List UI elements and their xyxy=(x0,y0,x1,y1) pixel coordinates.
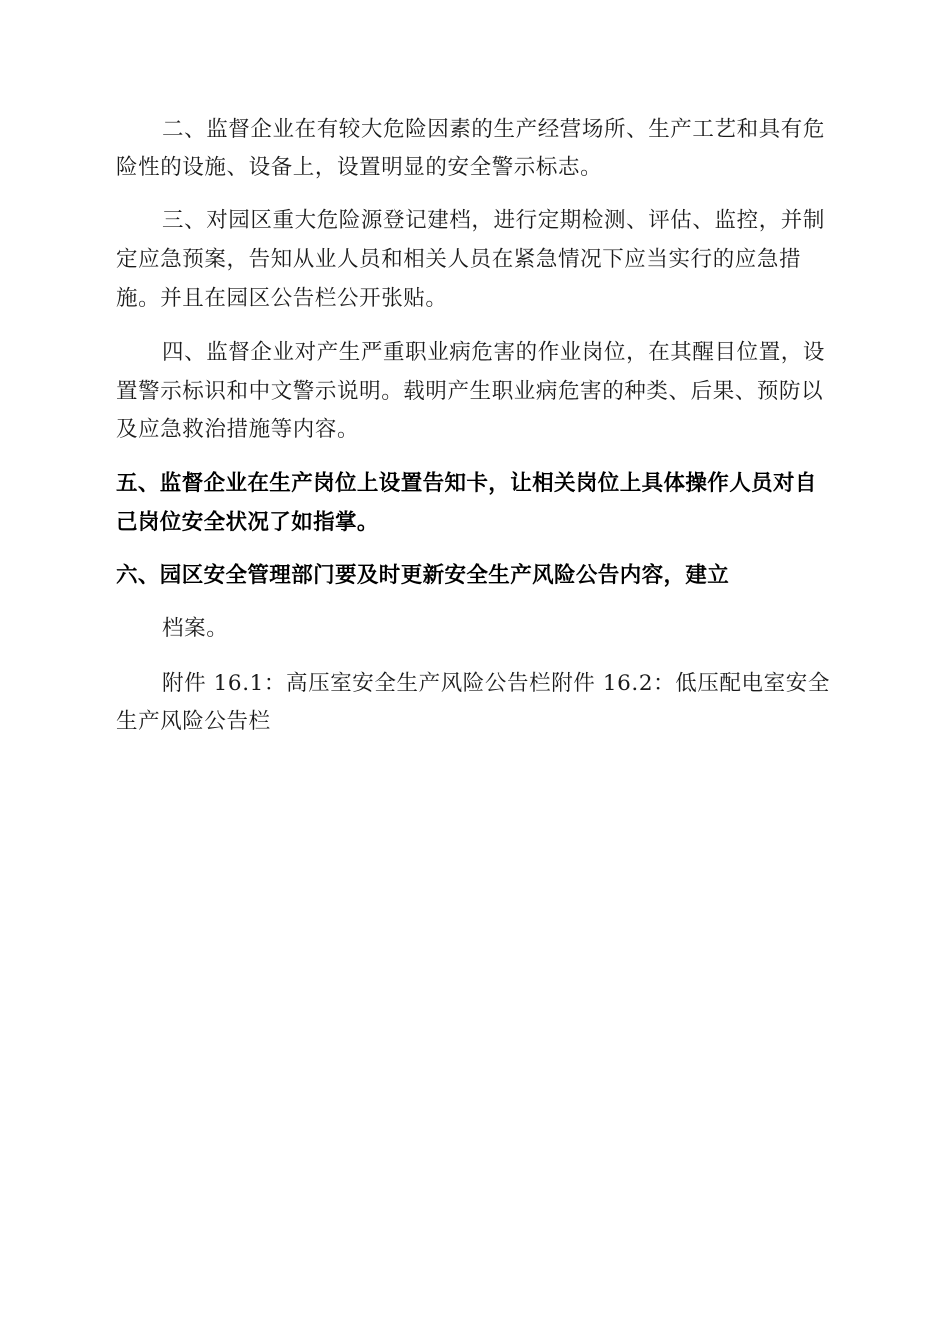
paragraph-4-line-3: 及应急救治措施等内容。 xyxy=(116,417,360,442)
paragraph-3-line-3: 施。并且在园区公告栏公开张贴。 xyxy=(116,286,448,311)
paragraph-6-line-1: 六、园区安全管理部门要及时更新安全生产风险公告内容，建立 xyxy=(116,563,730,588)
attachment-line-2: 生产风险公告栏 xyxy=(116,709,271,734)
paragraph-5-line-1: 五、监督企业在生产岗位上设置告知卡，让相关岗位上具体操作人员对自 xyxy=(116,471,817,496)
paragraph-4-line-2: 置警示标识和中文警示说明。载明产生职业病危害的种类、后果、预防以 xyxy=(116,379,824,404)
paragraph-4-line-1: 四、监督企业对产生严重职业病危害的作业岗位，在其醒目位置，设 xyxy=(162,340,826,365)
paragraph-2-line-1: 二、监督企业在有较大危险因素的生产经营场所、生产工艺和具有危 xyxy=(162,117,826,142)
archive-line: 档案。 xyxy=(162,616,229,641)
paragraph-2-line-2: 险性的设施、设备上，设置明显的安全警示标志。 xyxy=(116,155,603,180)
paragraph-5-line-2: 己岗位安全状况了如指掌。 xyxy=(116,510,379,535)
attachment-line-1: 附件 16.1：高压室安全生产风险公告栏附件 16.2：低压配电室安全 xyxy=(162,671,830,696)
paragraph-3-line-2: 定应急预案，告知从业人员和相关人员在紧急情况下应当实行的应急措 xyxy=(116,247,802,272)
paragraph-3-line-1: 三、对园区重大危险源登记建档，进行定期检测、评估、监控，并制 xyxy=(162,208,826,233)
